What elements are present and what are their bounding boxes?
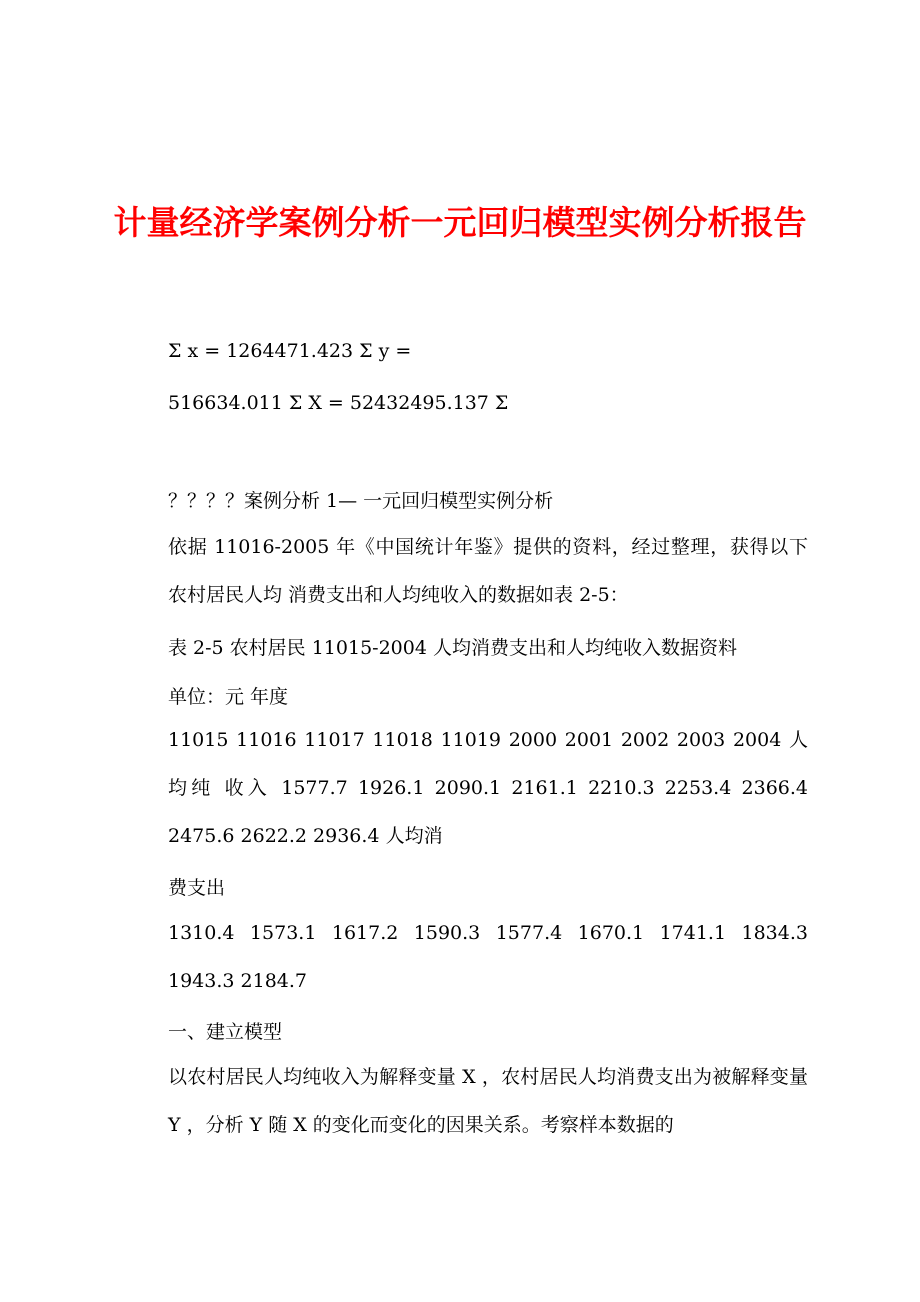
consumption-values: 1310.4 1573.1 1617.2 1590.3 1577.4 1670.1 1741.1 1834.3 1943.3 2184.7: [168, 922, 808, 992]
para-basis: 依据 11016-2005 年《中国统计年鉴》提供的资料，经过整理，获得以下农村居民人均 消费支出和人均纯收入的数据如表 2-5：: [168, 536, 808, 606]
case-heading: ？？？？案例分析 1— 一元回归模型实例分析: [168, 490, 554, 512]
para-model: 以农村居民人均纯收入为解释变量 X ，农村居民人均消费支出为被解释变量 Y ，分析 Y 随 X 的变化而变化的因果关系。考察样本数据的: [168, 1066, 808, 1136]
years-income-line: 11015 11016 11017 11018 11019 2000 2001 2002 2003 2004 人均纯 收入 1577.7 1926.1 2090.1 2161.1 2210.3 2253.4 2366.4 2475.6 2622.2 2936.4 人均消: [168, 729, 808, 847]
table-caption: 表 2-5 农村居民 11015-2004 人均消费支出和人均纯收入数据资料: [168, 637, 737, 659]
sum-line-2: 516634.011 Σ X = 52432495.137 Σ: [168, 392, 509, 414]
document-title: 计量经济学案例分析一元回归模型实例分析报告: [113, 203, 807, 242]
sum-line-1: Σ x = 1264471.423 Σ y =: [168, 340, 412, 362]
unit-line: 单位：元 年度: [168, 686, 289, 708]
consumption-label: 费支出: [168, 877, 226, 899]
section-heading: 一、建立模型: [168, 1021, 283, 1043]
